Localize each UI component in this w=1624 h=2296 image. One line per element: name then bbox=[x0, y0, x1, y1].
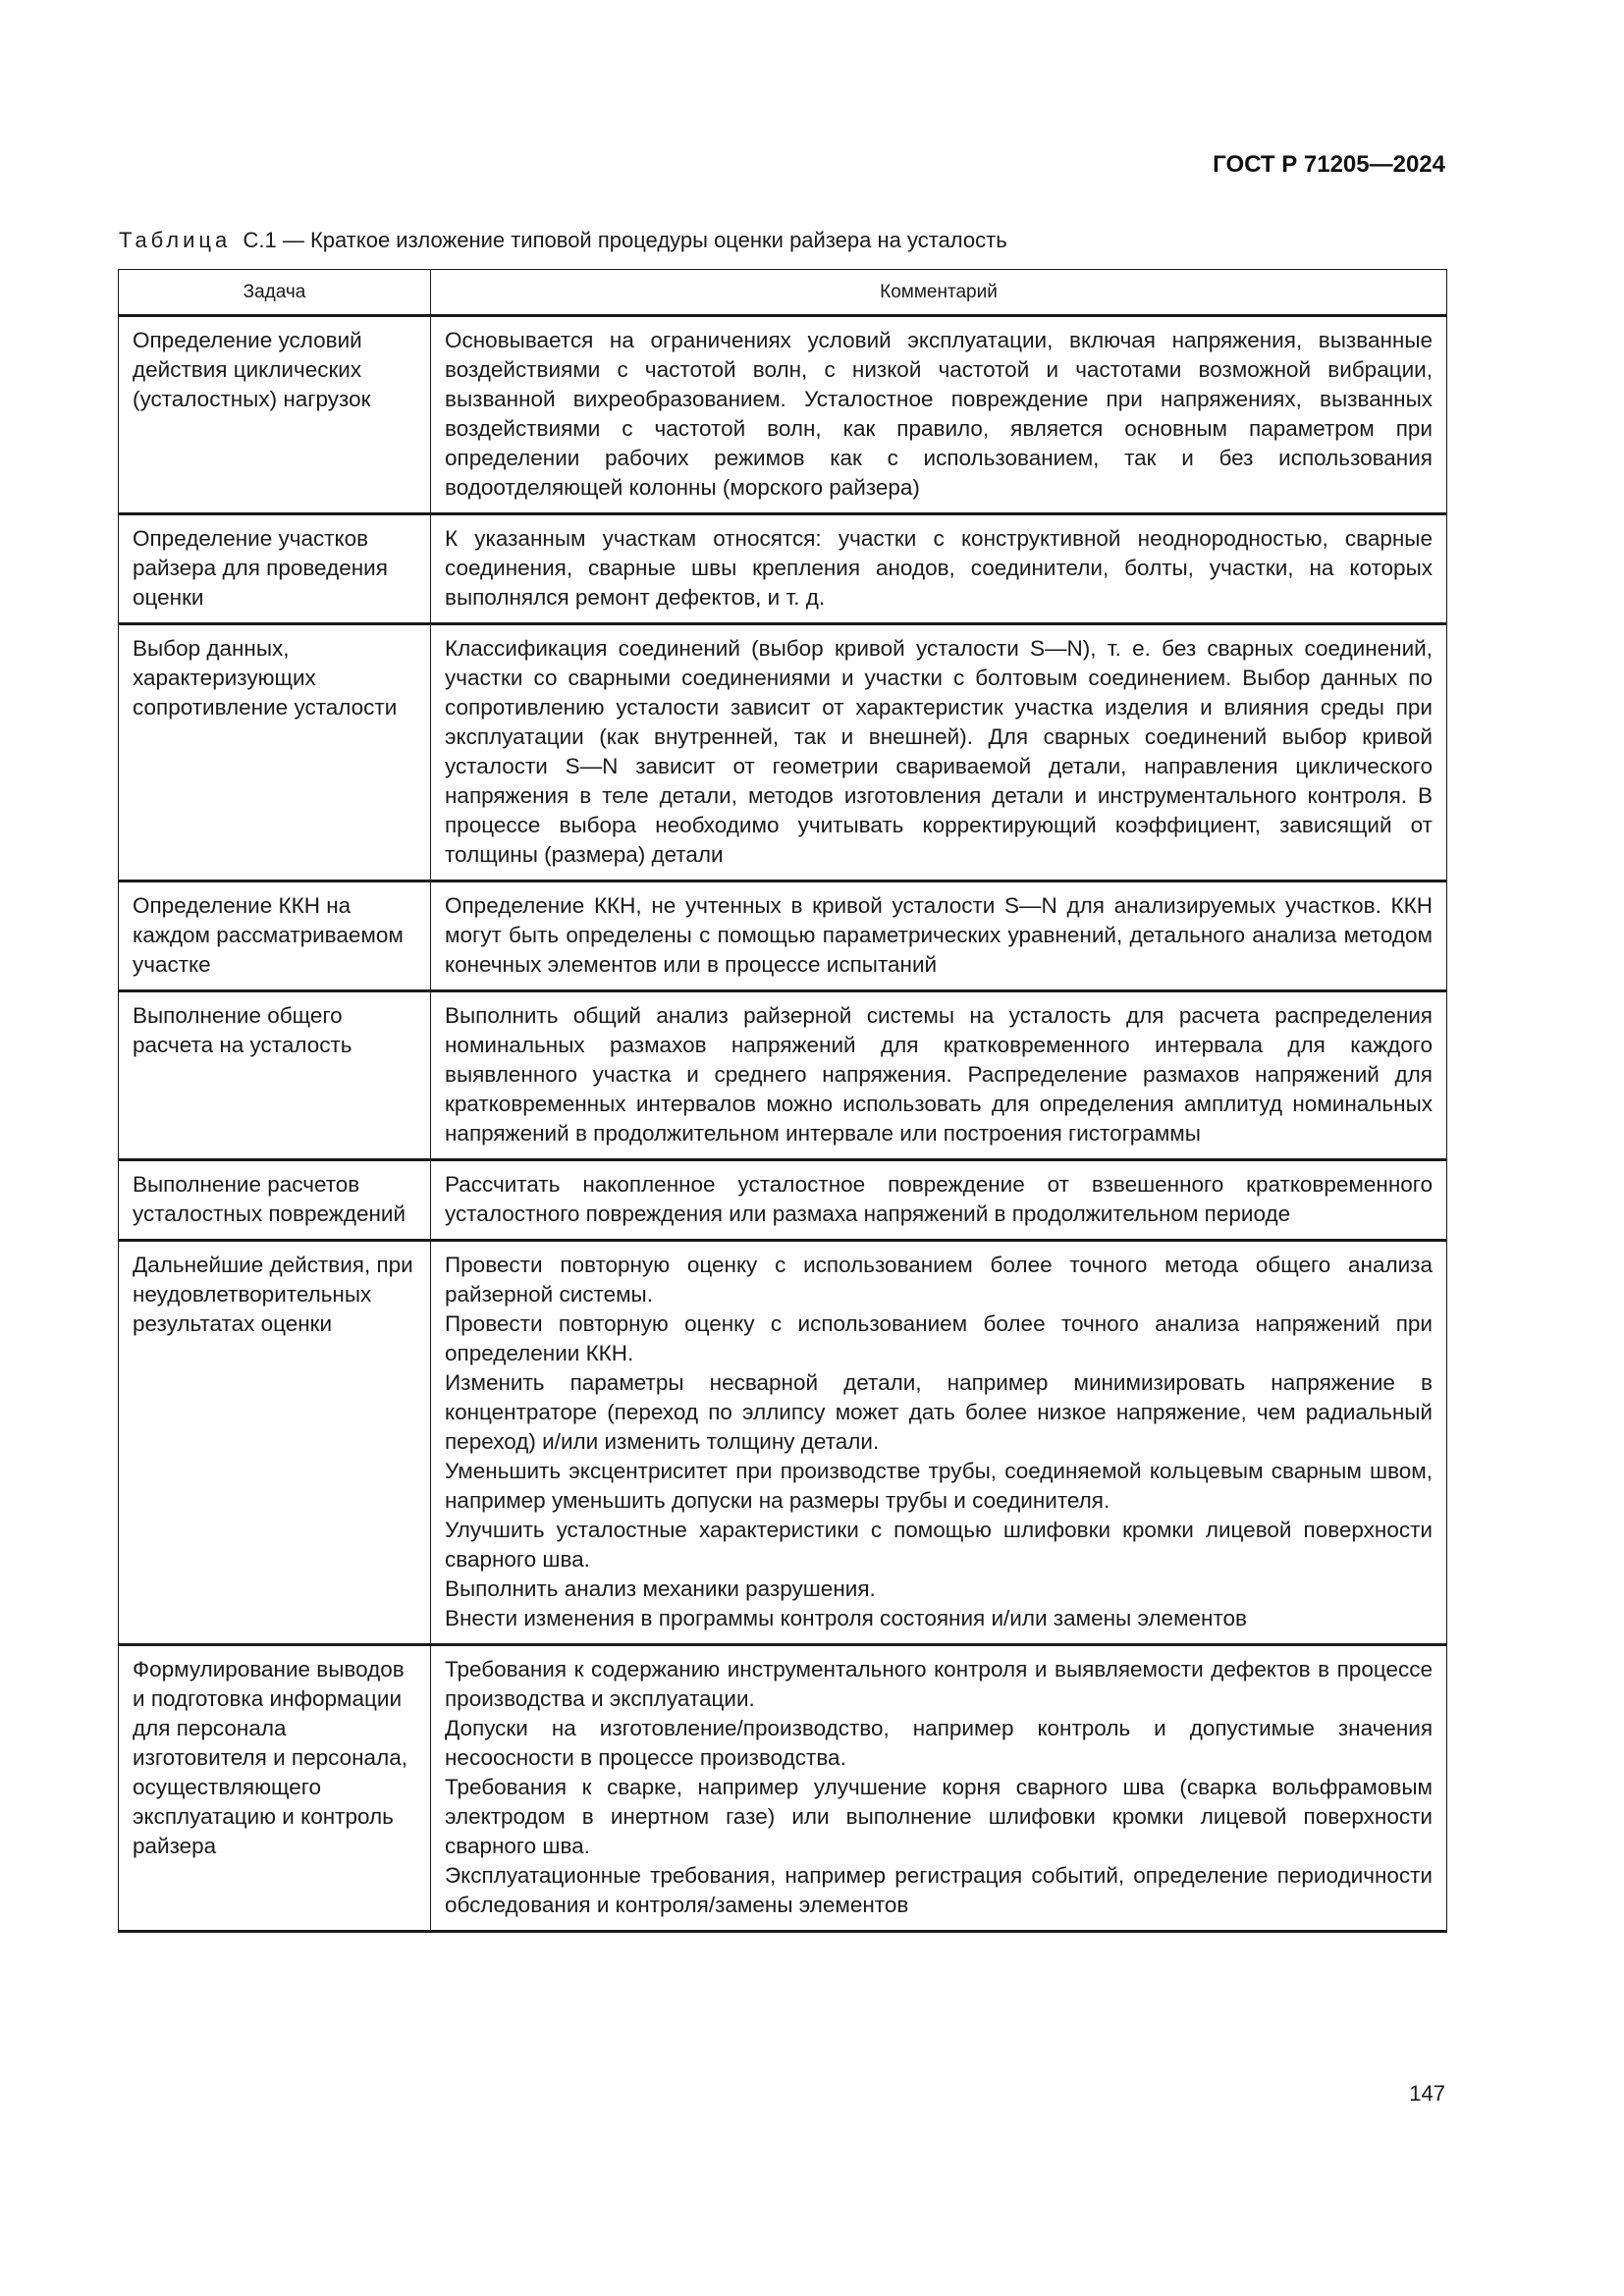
table-row bbox=[119, 1160, 1447, 1241]
document-id: ГОСТ Р 71205—2024 bbox=[1213, 151, 1445, 178]
comment-line: Внести изменения в программы контроля состояния и/или замены элементов bbox=[445, 1606, 1247, 1630]
comment-line: К указанным участкам относятся: участки с конструктивной неоднородностью, сварные соединения, сварные швы крепления анодов, соединители, болты, участки, на которых выполнялся ремонт дефектов, и т. д. bbox=[445, 526, 1433, 610]
table-caption bbox=[119, 228, 1454, 253]
comment-cell bbox=[431, 1645, 1447, 1932]
table-caption-text: С.1 — Краткое изложение типовой процедуры оценки райзера на усталость bbox=[243, 228, 1007, 252]
comment-line: Классификация соединений (выбор кривой усталости S—N), т. е. без сварных соединений, участки со сварными соединениями и участки с болтовым соединением. Выбор данных по сопротивлению усталости зависит от характеристик участка изделия и влияния среды при эксплуатации (как внутренней, так и внешней). Для сварных соединений выбор кривой усталости S—N зависит от геометрии свариваемой детали, направления циклического напряжения в теле детали, методов изготовления детали и инструментального контроля. В процессе выбора необходимо учитывать корректирующий коэффициент, зависящий от толщины (размера) детали bbox=[445, 636, 1433, 867]
comment-line: Рассчитать накопленное усталостное повреждение от взвешенного кратковременного усталостного повреждения или размаха напряжений в продолжительном периоде bbox=[445, 1172, 1433, 1226]
column-header-comment: Комментарий bbox=[431, 270, 1447, 316]
column-header-task: Задача bbox=[119, 270, 431, 316]
procedure-table bbox=[118, 269, 1447, 1933]
comment-line: Уменьшить эксцентриситет при производстве трубы, соединяемой кольцевым сварным швом, например уменьшить допуски на размеры трубы и соединителя. bbox=[445, 1459, 1433, 1513]
comment-cell bbox=[431, 881, 1447, 991]
comment-line: Требования к содержанию инструментального контроля и выявляемости дефектов в процессе производства и эксплуатации. bbox=[445, 1657, 1433, 1711]
table-caption-label: Таблица bbox=[119, 228, 232, 252]
comment-line: Провести повторную оценку с использованием более точного метода общего анализа райзерной системы. bbox=[445, 1253, 1433, 1307]
comment-line: Определение ККН, не учтенных в кривой усталости S—N для анализируемых участков. ККН могут быть определены с помощью параметрических уравнений, детального анализа методом конечных элементов или в процессе испытаний bbox=[445, 893, 1433, 977]
task-cell: Определение условий действия циклических (усталостных) нагрузок bbox=[119, 316, 431, 514]
table-row bbox=[119, 316, 1447, 514]
comment-line: Требования к сварке, например улучшение корня сварного шва (сварка вольфрамовым электродом в инертном газе) или выполнение шлифовки кромки лицевой поверхности сварного шва. bbox=[445, 1775, 1433, 1858]
table-row bbox=[119, 1241, 1447, 1645]
task-cell: Выполнение общего расчета на усталость bbox=[119, 991, 431, 1160]
task-cell: Определение ККН на каждом рассматриваемом участке bbox=[119, 881, 431, 991]
table-row bbox=[119, 991, 1447, 1160]
comment-line: Улучшить усталостные характеристики с помощью шлифовки кромки лицевой поверхности сварного шва. bbox=[445, 1518, 1433, 1572]
comment-cell bbox=[431, 624, 1447, 881]
comment-cell bbox=[431, 1241, 1447, 1645]
table-row bbox=[119, 1645, 1447, 1932]
task-cell: Выполнение расчетов усталостных повреждений bbox=[119, 1160, 431, 1241]
task-cell: Дальнейшие действия, при неудовлетворительных результатах оценки bbox=[119, 1241, 431, 1645]
comment-line: Изменить параметры несварной детали, например минимизировать напряжение в концентраторе (переход по эллипсу может дать более низкое напряжение, чем радиальный переход) и/или изменить толщину детали. bbox=[445, 1370, 1433, 1454]
table-header-row bbox=[119, 270, 1447, 316]
task-cell: Выбор данных, характеризующих сопротивление усталости bbox=[119, 624, 431, 881]
comment-line: Провести повторную оценку с использованием более точного анализа напряжений при определении ККН. bbox=[445, 1311, 1433, 1365]
comment-line: Эксплуатационные требования, например регистрация событий, определение периодичности обследования и контроля/замены элементов bbox=[445, 1863, 1433, 1917]
table-row bbox=[119, 881, 1447, 991]
comment-cell bbox=[431, 1160, 1447, 1241]
comment-line: Основывается на ограничениях условий эксплуатации, включая напряжения, вызванные воздействиями с частотой волн, с низкой частотой и частотами возможной вибрации, вызванной вихреобразованием. Усталостное повреждение при напряжениях, вызванных воздействиями с частотой волн, как правило, является основным параметром при определении рабочих режимов как с использованием, так и без использования водоотделяющей колонны (морского райзера) bbox=[445, 328, 1433, 500]
table-row bbox=[119, 624, 1447, 881]
table-row bbox=[119, 514, 1447, 624]
comment-cell bbox=[431, 991, 1447, 1160]
page-number: 147 bbox=[1409, 2081, 1445, 2106]
comment-line: Выполнить анализ механики разрушения. bbox=[445, 1576, 876, 1601]
comment-cell bbox=[431, 514, 1447, 624]
task-cell: Формулирование выводов и подготовка информации для персонала изготовителя и персонала, осуществляющего эксплуатацию и контроль райзера bbox=[119, 1645, 431, 1932]
comment-cell bbox=[431, 316, 1447, 514]
comment-line: Допуски на изготовление/производство, например контроль и допустимые значения несоосности в процессе производства. bbox=[445, 1716, 1433, 1770]
task-cell: Определение участков райзера для проведения оценки bbox=[119, 514, 431, 624]
comment-line: Выполнить общий анализ райзерной системы на усталость для расчета распределения номинальных размахов напряжений для кратковременного интервала для каждого выявленного участка и среднего напряжения. Распределение размахов напряжений для кратковременных интервалов можно использовать для определения амплитуд номинальных напряжений в продолжительном интервале или построения гистограммы bbox=[445, 1003, 1433, 1146]
